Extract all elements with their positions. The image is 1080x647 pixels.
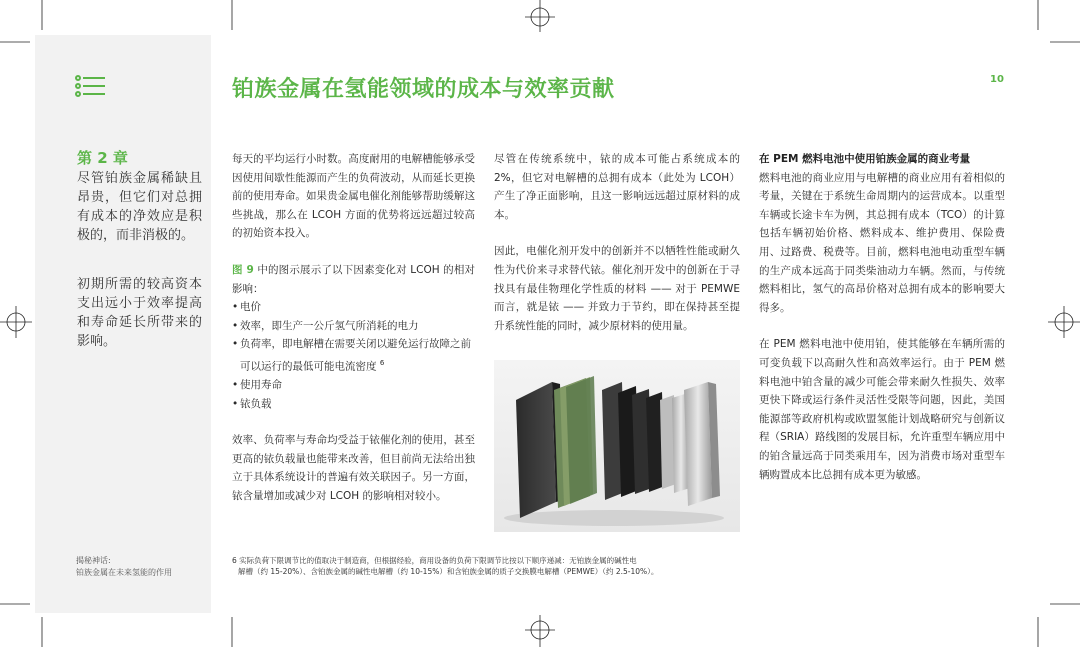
col3-paragraph-2: 在 PEM 燃料电池中使用铂，使其能够在车辆所需的可变负载下以高耐久性和高效率运行。由于 PEM 燃料电池中铂含量的减少可能会带来耐久性损失、效率更快下降或运行条件灵活性受限等问题，因此，美国能源部等政府机构或欧盟氢能计划战略研究与创新议程（SRIA）路线图的发展目标，允许重型车辆应用中的铂含量远高于同类乘用车，因为消费市场对重型车辆购置成本比总拥有成本更为敏感。 xyxy=(759,338,1005,481)
column-1 xyxy=(232,150,475,506)
chapter-label: 第 2 章 xyxy=(77,149,128,167)
list-item: • 使用寿命 xyxy=(232,376,475,395)
col1-paragraph-2 xyxy=(232,261,475,298)
list-icon xyxy=(75,75,107,97)
footnote xyxy=(232,555,732,577)
page-title: 铂族金属在氢能领域的成本与效率贡献 xyxy=(232,77,615,102)
list-item: • 效率，即生产一公斤氢气所消耗的电力 xyxy=(232,317,475,336)
list-item: • 电价 xyxy=(232,298,475,317)
list-item: • 铱负载 xyxy=(232,395,475,414)
section-heading: 在 PEM 燃料电池中使用铂族金属的商业考量 xyxy=(759,153,971,165)
footnote-marker: 6 xyxy=(379,358,385,367)
footer-series-label: 揭秘神话: xyxy=(76,556,111,565)
factor-list xyxy=(232,298,475,413)
col1-paragraph-2-text: 中的图示展示了以下因素变化对 LCOH 的相对影响： xyxy=(232,263,475,295)
footer-series-title: 铂族金属在未来氢能的作用 xyxy=(76,568,172,577)
list-item-text: 负荷率，即电解槽在需要关闭以避免运行故障之前可以运行的最低可能电流密度 xyxy=(240,338,471,373)
col2-paragraph-2: 因此，电催化剂开发中的创新并不以牺牲性能或耐久性为代价来寻求替代铱。催化剂开发中的创新在于寻找具有最佳物理化学性质的材料 —— 对于 PEMWE 而言，就是铱 —— 并致力于节约，即在保持甚至提升系统性能的同时，减少原材料的使用量。 xyxy=(494,245,740,332)
col3-paragraph-1: 燃料电池的商业应用与电解槽的商业应用有着相似的考量，关键在于系统生命周期内的运营成本。以重型车辆或长途卡车为例，其总拥有成本（TCO）的计算包括车辆初始价格、燃料成本、维护费用、保险费用、过路费、税费等。目前，燃料电池电动重型车辆的生产成本远高于同类柴油动力车辆。然而，与传统燃料相比，氢气的高昂价格对总拥有成本的影响要大得多。 xyxy=(759,171,1005,314)
sidebar-note: 初期所需的较高资本支出远小于效率提高和寿命延长所带来的影响。 xyxy=(77,277,202,349)
electrolyzer-stack-illustration xyxy=(494,360,740,532)
col1-paragraph-1: 每天的平均运行小时数。高度耐用的电解槽能够承受因使用间歇性能源而产生的负荷波动，从而延长更换前的使用寿命。如果贵金属电催化剂能够帮助缓解这些挑战，那么在 LCOH 方面的优势将远远超过较高的初始资本投入。 xyxy=(232,153,475,240)
col1-paragraph-3: 效率、负荷率与寿命均受益于铱催化剂的使用，甚至更高的铱负载量也能带来改善，但目前尚无法给出独立于具体系统设计的普遍有效关联因子。另一方面，铱含量增加或减少对 LCOH 的影响相对较小。 xyxy=(232,434,475,502)
page-number: 10 xyxy=(990,74,1004,85)
footnote-line-2: 解槽（约 15-20%）、含铂族金属的碱性电解槽（约 10-15%）和含铂族金属的质子交换膜电解槽（PEMWE）（约 2.5-10%）。 xyxy=(238,567,659,576)
list-item xyxy=(232,335,475,376)
figure-reference: 图 9 xyxy=(232,263,254,276)
footnote-line-1: 6 实际负荷下限调节比的值取决于制造商，但根据经验，商用设备的负荷下限调节比按以下顺序递减：无铂族金属的碱性电 xyxy=(232,556,637,565)
sidebar-footer xyxy=(76,555,172,579)
col2-paragraph-1: 尽管在传统系统中，铱的成本可能占系统成本的 2%，但它对电解槽的总拥有成本（此处为 LCOH）产生了净正面影响，且这一影响远远超过原材料的成本。 xyxy=(494,153,740,221)
column-3 xyxy=(759,150,1005,484)
sidebar xyxy=(35,35,211,613)
sidebar-summary: 尽管铂族金属稀缺且昂贵，但它们对总拥有成本的净效应是积极的，而非消极的。 xyxy=(77,171,202,243)
column-2 xyxy=(494,150,740,335)
electrolyzer-stack-photo xyxy=(494,360,740,532)
